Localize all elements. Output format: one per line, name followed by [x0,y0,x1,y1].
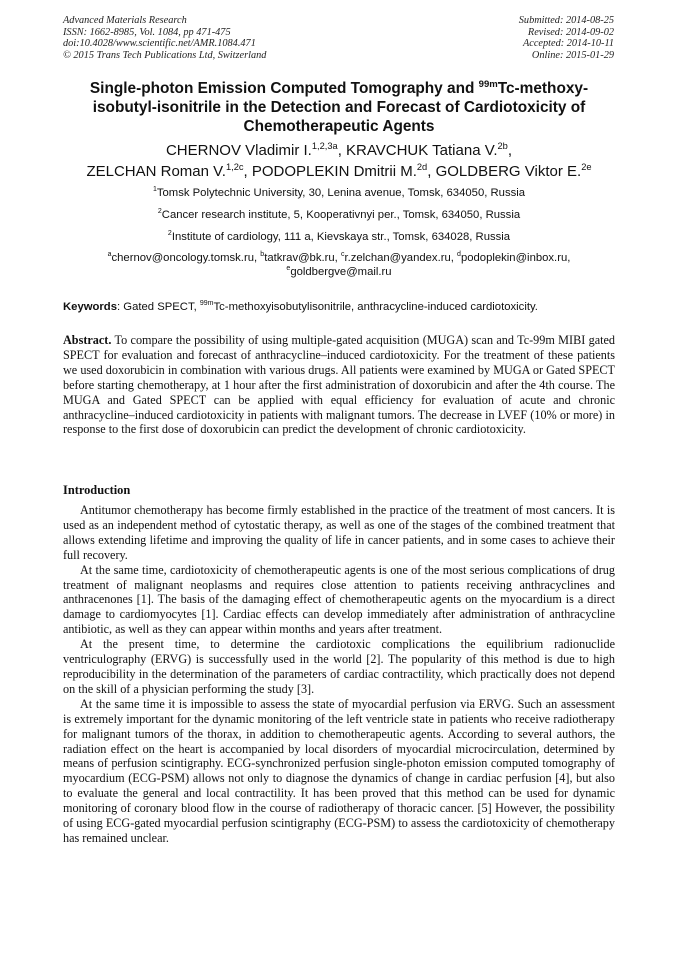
author-name: PODOPLEKIN Dmitrii M. [251,163,417,180]
email-mark: b [260,251,265,259]
online-date: Online: 2015-01-29 [531,49,614,61]
title-part-1: Single-photon Emission Computed Tomography and [89,80,479,97]
copyright-line: © 2015 Trans Tech Publications Ltd, Switzerland [63,49,267,61]
affiliation-mark: 2 [157,208,162,216]
paragraph: At the same time, cardiotoxicity of chemotherapeutic agents is one of the most serious complications of drug treatment of malignant neoplasms and requires close attention to patients receiving anthracyclines and anthracenones [1]. The basis of the damaging effect of chemotherapeutic agents on the myocardium is a direct damage to cardiomyocytes [1]. Cardiac effects can develop immediately after administration of anthracycline antibiotic, as well as they can appear within months and years after treatment. [63,562,615,637]
email-link[interactable]: podoplekin@inbox.ru [460,252,568,264]
title-superscript: 99m [478,78,498,90]
affiliation-text: Cancer research institute, 5, Kooperativnyi per., Tomsk, 634050, Russia [161,209,521,221]
email-link[interactable]: r.zelchan@yandex.ru [344,252,451,264]
keywords-text: : Gated SPECT, [117,301,200,313]
author-name: GOLDBERG Viktor E. [435,163,582,180]
paper-title [60,79,618,136]
journal-info [63,15,266,61]
keywords-label: Keywords [63,301,117,313]
submitted-date: Submitted: 2014-08-25 [518,15,614,26]
email-mark: c [340,251,345,259]
paragraph: At the same time it is impossible to assess the state of myocardial perfusion via ERVG. Such an assessment is extremely important for the dynamic monitoring of the left ventricle state in patients who receive radiotherapy for malignant tumors of the thorax, in addition to chemotherapeutic agents. According to several authors, the radiation effect on the heart is accompanied by local disorders of myocardial microcirculation, determined by means of perfusion scintigraphy. ECG-synchronized perfusion single-photon emission computed tomography of myocardium (ECG-PSM) allows not only to diagnose the dynamics of change in cardiac perfusion [4], but also to evaluate the general and local contractility. It has been proved that this method can be used for dynamic monitoring of coronary blood flow in the course of radiotherapy of thoracic cancer. [5] However, the possibility of using ECG-gated myocardial perfusion scintigraphy (ECG-PSM) to assess the cardiotoxicity of chemotherapy has remained unclear. [63,696,615,845]
author-affiliation-mark: 2b [497,141,508,151]
paragraph: At the present time, to determine the cardiotoxic complications the equilibrium radionuclide ventriculography (ERVG) is successfully used in the world [2]. The popularity of this method is due to high reproducibility in the determination of the parameters of cardiac contractility, which practically does not depend on the skill of a physician performing the study [3]. [63,637,615,696]
affiliation-text: Tomsk Polytechnic University, 30, Lenina avenue, Tomsk, 634050, Russia [156,187,526,199]
keywords-text: Tc-methoxyisobutylisonitrile, anthracycline-induced cardiotoxicity. [213,301,538,313]
doi-line: doi:10.4028/www.scientific.net/AMR.1084.471 [63,38,256,50]
author-affiliation-mark: 2d [416,162,428,172]
abstract-label: Abstract. [63,333,112,347]
email-mark: a [107,251,112,259]
title-part-2: Tc-methoxy-isobutyl-isonitrile in the Detection and Forecast of Cardiotoxicity of Chemotherapeutic Agents [92,80,589,135]
author-affiliation-mark: 2e [581,162,592,172]
email-list: $^a$chernov@oncology.tomsk.ru, $^b$tatkrav@bk.ru, $^c$r.zelchan@yandex.ru, $^d$podoplekin@inbox.ru, $^e$goldbergve@mail.ru [107,251,571,278]
email-mark: e [286,265,291,273]
author-name: CHERNOV Vladimir I. [165,142,312,159]
email-link[interactable]: tatkrav@bk.ru [264,252,335,264]
author-affiliation-mark: 1,2c [225,162,244,172]
abstract [63,333,615,437]
dates-info [519,15,614,61]
affiliation-line [60,230,618,244]
issn-line: ISSN: 1662-8985, Vol. 1084, pp 471-475 [63,26,231,38]
affiliation-mark: 2 [167,230,172,238]
revised-date: Revised: 2014-09-02 [527,26,614,38]
author-name: KRAVCHUK Tatiana V. [346,142,498,159]
affiliation-line [60,208,618,222]
author-affiliation-mark: 1,2,3a [311,141,338,151]
keywords-superscript: 99m [199,300,214,308]
affiliation-text: Institute of cardiology, 111 a, Kievskaya str., Tomsk, 634028, Russia [171,231,511,243]
affiliation-line [60,186,618,200]
abstract-text: To compare the possibility of using multiple-gated acquisition (MUGA) scan and Tc-99m MIBI gated SPECT for evaluation and forecast of anthracycline–induced cardiotoxicity. For the treatment of these patients we used doxorubicin in combination with various drugs. All patients were examined by MUGA or Gated SPECT before starting chemotherapy, at 1 hour after the first administration of doxorubicin and after the 4th course. The MUGA and Gated SPECT can be applied with equal efficiency for evaluation of acute and chronic anthracycline–induced cardiotoxicity in patients with malignant tumors. The decrease in LVEF (10% or more) in response to the first dose of doxorubicin can predict the development of chronic cardiotoxicity. [63,333,615,437]
introduction-body [63,503,615,846]
affiliation-mark: 1 [152,186,157,194]
email-link[interactable]: chernov@oncology.tomsk.ru [111,252,254,264]
section-heading: Introduction [63,483,131,497]
email-link[interactable]: goldbergve@mail.ru [290,266,392,278]
accepted-date: Accepted: 2014-10-11 [522,38,614,50]
paragraph: Antitumor chemotherapy has become firmly established in the practice of the treatment of most cancers. It is used as an independent method of cytostatic therapy, as well as one of the stages of the combined treatment that allows extending lifetime and improving the quality of life in cancer patients, and in some cases to achieve their full recovery. [63,503,615,562]
author-list: CHERNOV Vladimir I.$^{1,2,3a}$, KRAVCHUK Tatiana V.$^{2b}$, ZELCHAN Roman V.$^{1,2c}$, PODOPLEKIN Dmitrii M.$^{2d}$, GOLDBERG Viktor E.$^{2e}$ [86,141,592,180]
email-mark: d [457,251,461,259]
journal-name: Advanced Materials Research [63,15,187,26]
keywords-line [63,300,623,314]
author-name: ZELCHAN Roman V. [86,163,226,180]
